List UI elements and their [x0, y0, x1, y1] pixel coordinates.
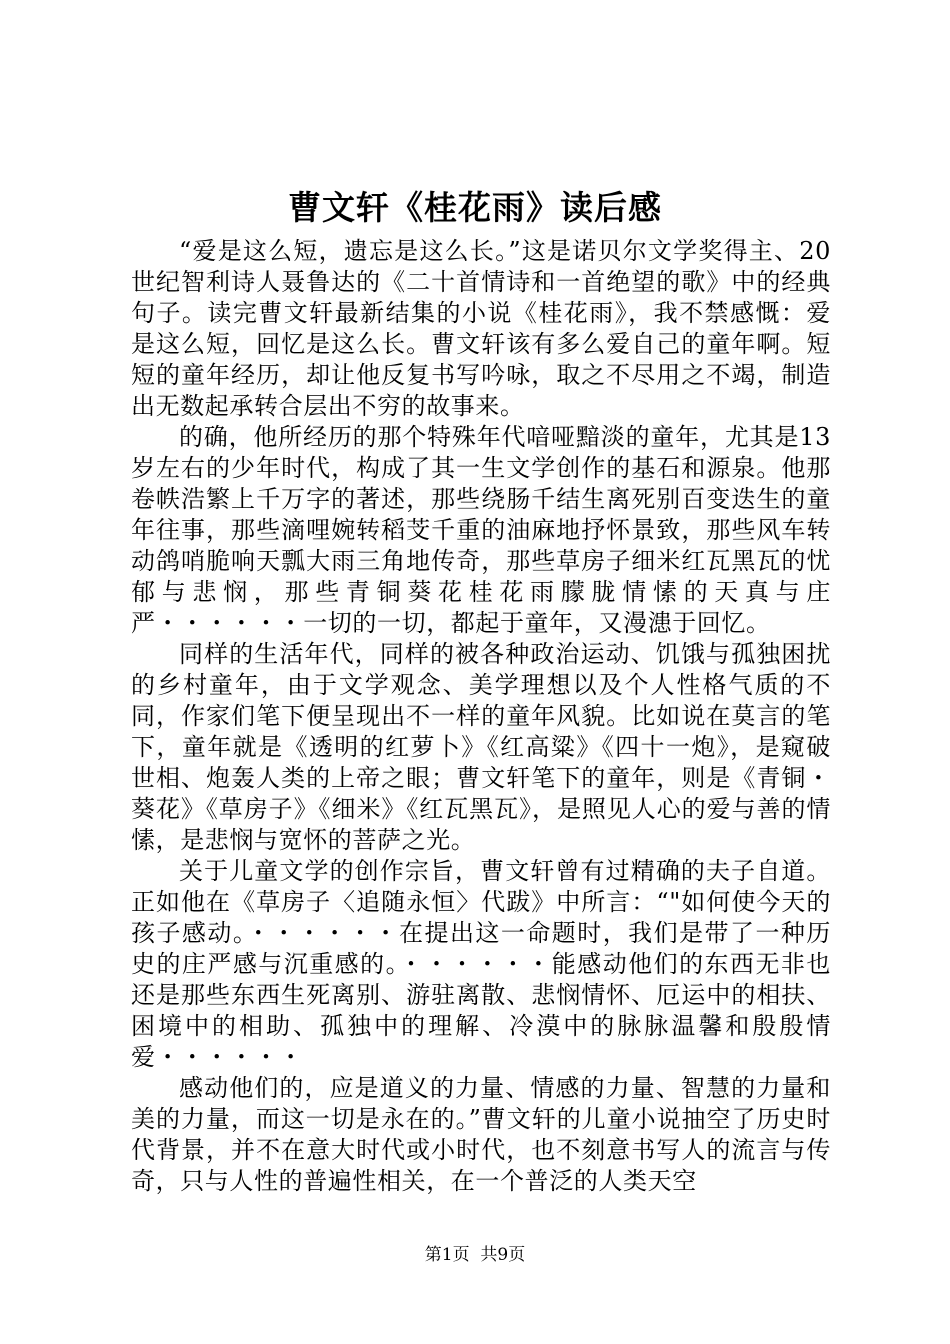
- paragraph-2: 的确，他所经历的那个特殊年代喑哑黯淡的童年，尤其是13岁左右的少年时代，构成了其一生文学创作的基石和源泉。他那卷帙浩繁上千万字的著述，那些绕肠千结生离死别百变迭生的童年往事，那些滴哩婉转稻芠千重的油麻地抒怀景致，那些风车转动鸽哨脆响天瓢大雨三角地传奇，那些草房子细米红瓦黑瓦的忧郁与悲悯，那些青铜葵花桂花雨朦胧情愫的天真与庄严・・・・・・一切的一切，都起于童年，又漫漶于回忆。: [131, 423, 831, 637]
- page-number: 第1页: [424, 1245, 470, 1265]
- page-footer: [0, 1243, 950, 1267]
- document-body: [131, 236, 831, 1197]
- paragraph-5: 感动他们的，应是道义的力量、情感的力量、智慧的力量和美的力量，而这一切是永在的。”曹文轩的儿童小说抽空了历史时代背景，并不在意大时代或小时代，也不刻意书写人的流言与传奇，只与人性的普遍性相关，在一个普泛的人类天空: [131, 1074, 831, 1195]
- paragraph-4: 关于儿童文学的创作宗旨，曹文轩曾有过精确的夫子自道。正如他在《草房子〈追随永恒〉代跋》中所言：“"如何使今天的孩子感动。・・・・・・在提出这一命题时，我们是带了一种历史的庄严感与沉重感的。・・・・・・能感动他们的东西无非也还是那些东西生死离别、游驻离散、悲悯情怀、厄运中的相扶、困境中的相助、孤独中的理解、冷漠中的脉脉温馨和殷殷情爱・・・・・・: [131, 857, 831, 1071]
- page-total: 共9页: [480, 1245, 526, 1265]
- paragraph-3: 同样的生活年代，同样的被各种政治运动、饥饿与孤独困扰的乡村童年，由于文学观念、美学理想以及个人性格气质的不同，作家们笔下便呈现出不一样的童年风貌。比如说在莫言的笔下，童年就是《透明的红萝卜》《红高粱》《四十一炮》，是窥破世相、炮轰人类的上帝之眼；曹文轩笔下的童年，则是《青铜・葵花》《草房子》《细米》《红瓦黑瓦》，是照见人心的爱与善的情愫，是悲悯与宽怀的菩萨之光。: [131, 640, 831, 854]
- document-title: 曹文轩《桂花雨》读后感: [288, 188, 662, 227]
- paragraph-1: “爱是这么短，遗忘是这么长。”这是诺贝尔文学奖得主、20世纪智利诗人聂鲁达的《二十首情诗和一首绝望的歌》中的经典句子。读完曹文轩最新结集的小说《桂花雨》，我不禁感慨：爱是这么短，回忆是这么长。曹文轩该有多么爱自己的童年啊。短短的童年经历，却让他反复书写吟咏，取之不尽用之不竭，制造出无数起承转合层出不穷的故事来。: [131, 237, 831, 420]
